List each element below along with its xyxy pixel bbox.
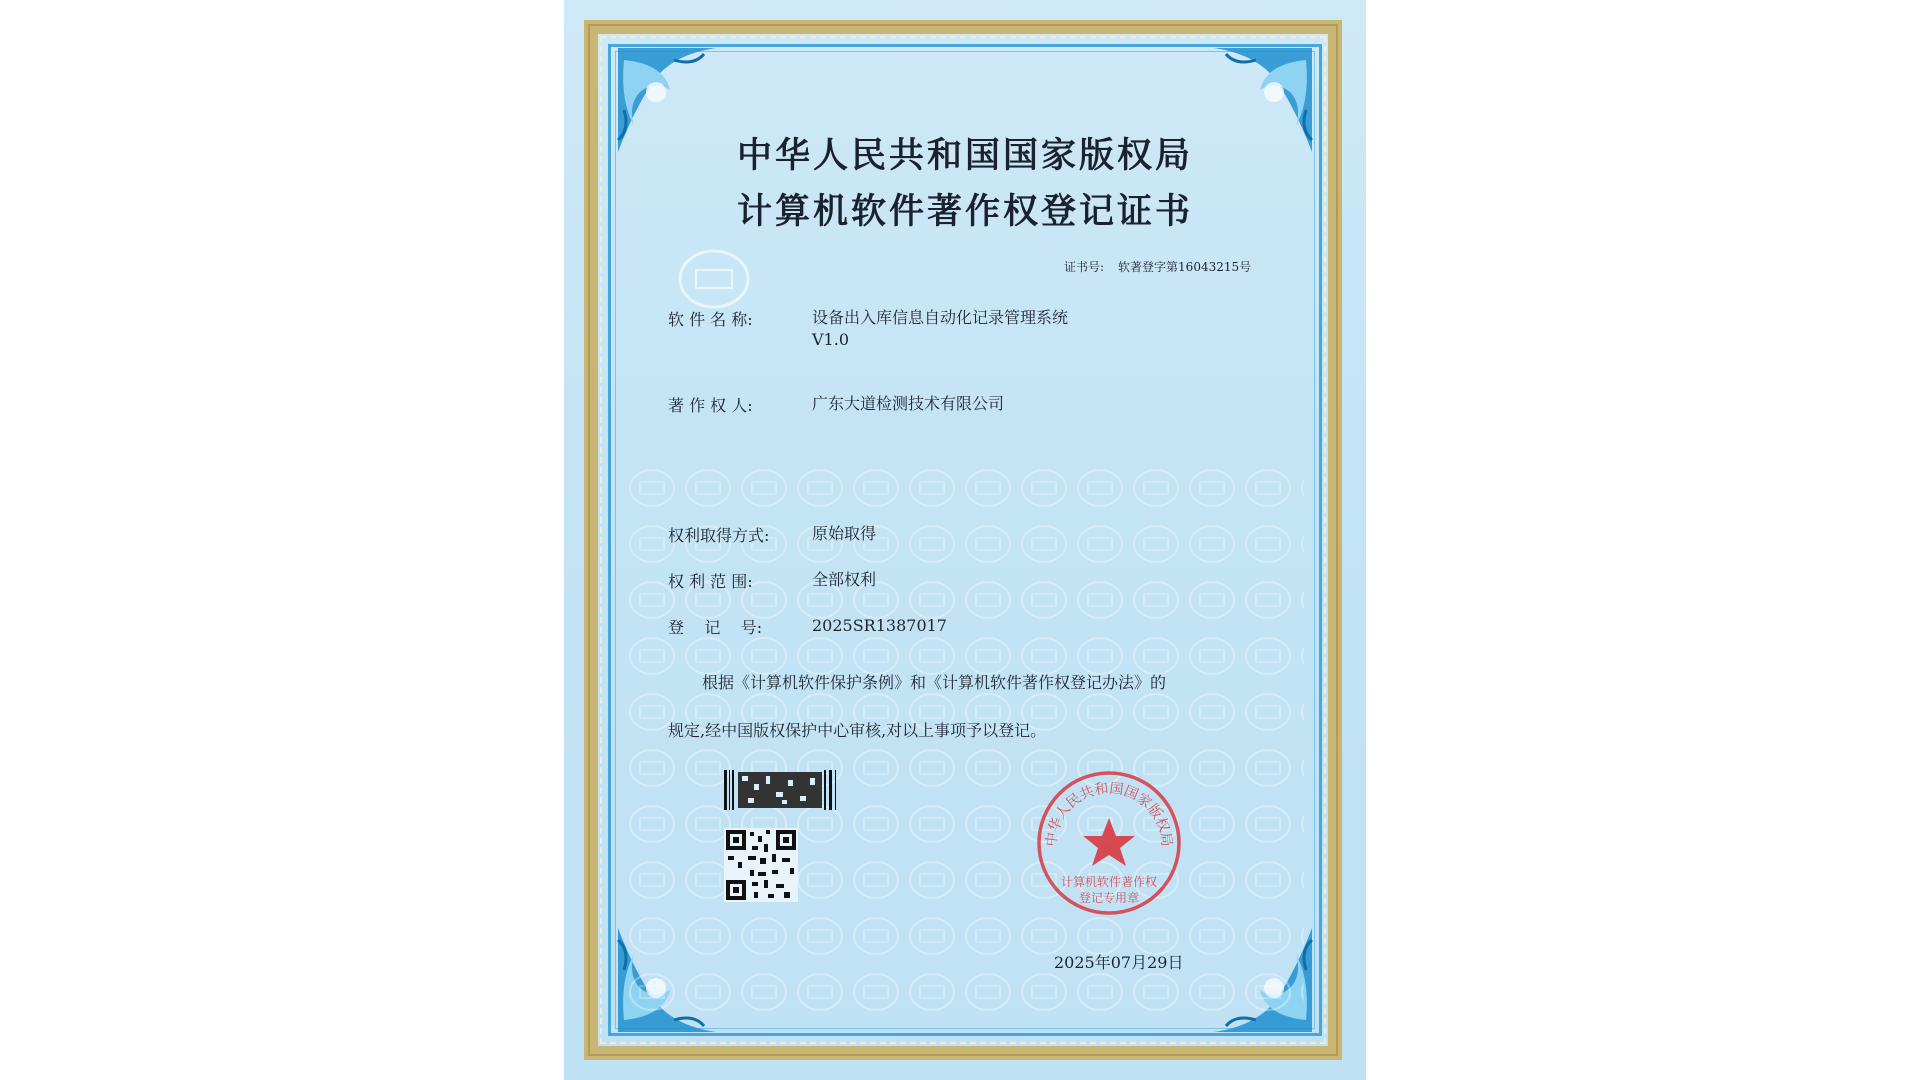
statement-line-1: 根据《计算机软件保护条例》和《计算机软件著作权登记办法》的	[702, 673, 1167, 692]
registration-number-label: 登 记 号:	[668, 618, 763, 637]
field-registration-number	[668, 615, 947, 638]
certificate-number-value: 软著登字第16043215号	[1118, 260, 1252, 274]
certificate-number-label: 证书号:	[1064, 260, 1105, 274]
certificate-number	[1064, 258, 1251, 275]
official-seal	[1034, 768, 1184, 918]
field-copyright-owner	[668, 393, 1004, 416]
certificate-title: 计算机软件著作权登记证书	[736, 191, 1193, 232]
barcode	[724, 770, 840, 810]
seal-star-icon	[1083, 818, 1135, 866]
field-scope	[668, 569, 876, 592]
acquisition-method-label: 权利取得方式:	[668, 526, 770, 545]
field-acquisition-method	[668, 523, 876, 546]
svg-text:计算机软件著作权: 计算机软件著作权	[1060, 875, 1158, 889]
scope-label: 权 利 范 围:	[668, 572, 753, 591]
scope-value: 全部权利	[812, 570, 877, 589]
copyright-owner-label: 著 作 权 人:	[668, 396, 753, 415]
statement-line-2: 规定,经中国版权保护中心审核,对以上事项予以登记。	[668, 721, 1047, 740]
qr-code	[724, 828, 798, 902]
software-name-value: 设备出入库信息自动化记录管理系统	[812, 308, 1069, 327]
svg-text:中华人民共和国国家版权局: 中华人民共和国国家版权局	[1043, 780, 1175, 848]
copyright-owner-value: 广东大道检测技术有限公司	[812, 394, 1005, 413]
acquisition-method-value: 原始取得	[812, 524, 877, 543]
field-software-name	[668, 307, 1068, 351]
registration-number-value: 2025SR1387017	[812, 616, 947, 635]
software-name-label: 软 件 名 称:	[668, 310, 753, 329]
issue-date: 2025年07月29日	[1054, 953, 1184, 972]
svg-text:登记专用章: 登记专用章	[1078, 891, 1140, 905]
issuer-title: 中华人民共和国国家版权局	[736, 135, 1193, 176]
software-version-value: V1.0	[812, 330, 849, 349]
certificate	[564, 0, 1366, 1080]
watermark-emblem	[674, 244, 754, 314]
